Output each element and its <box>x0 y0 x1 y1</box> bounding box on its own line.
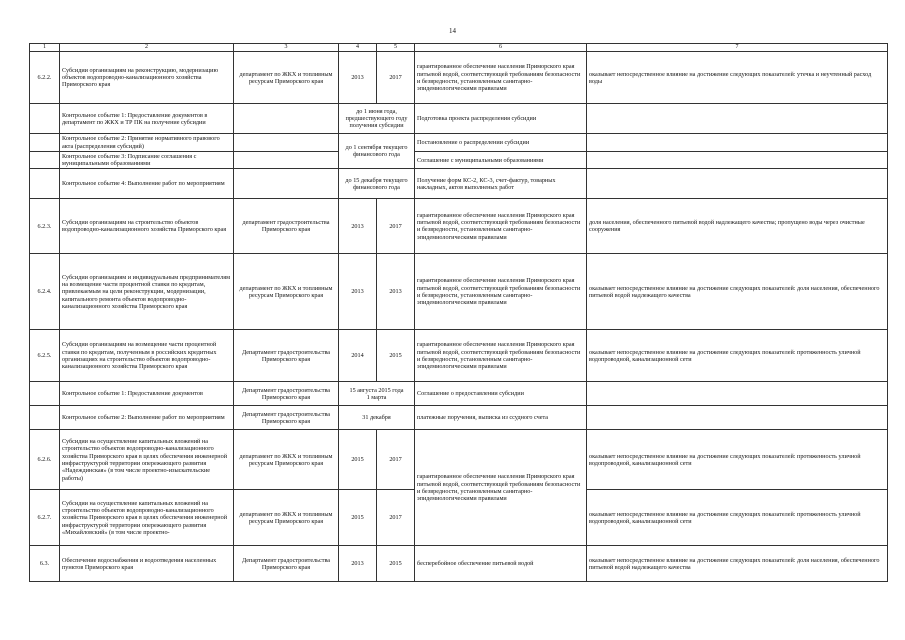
table-row <box>30 199 888 254</box>
item-executor: Департамент градостроительства Приморского края <box>234 546 339 582</box>
column-header: 3 <box>234 44 339 52</box>
item-name: Субсидии организациям на возмещение части процентной ставки по кредитам, полученным в российских кредитных организациях на строительство объектов водопроводно-канализационного хозяйства Приморского края <box>60 330 234 382</box>
column-header: 6 <box>415 44 587 52</box>
item-start-year: 2013 <box>339 254 377 330</box>
item-end-year: 2013 <box>377 254 415 330</box>
item-end-year: 2017 <box>377 490 415 546</box>
table-row <box>30 151 888 169</box>
table-row <box>30 430 888 490</box>
item-name: Субсидии организациям на строительство объектов водопроводно-канализационного хозяйства Приморского края <box>60 199 234 254</box>
column-header: 1 <box>30 44 60 52</box>
control-event-result: платежные поручения, выписка из ссудного счета <box>415 406 587 430</box>
table-row <box>30 254 888 330</box>
control-event: Контрольное событие 2: Выполнение работ по мероприятиям <box>60 406 234 430</box>
item-end-year: 2015 <box>377 330 415 382</box>
item-indicator-link: оказывает непосредственное влияние на достижение следующих показателей: доля населения, обеспеченного питьевой водой надлежащего качества <box>587 254 888 330</box>
item-number: 6.2.5. <box>30 330 60 382</box>
item-indicator-link: оказывает непосредственное влияние на достижение следующих показателей: доля населения, обеспеченного питьевой водой надлежащего качества <box>587 546 888 582</box>
table-row <box>30 546 888 582</box>
item-end-year: 2017 <box>377 199 415 254</box>
item-result: гарантированное обеспечение населения Приморского края питьевой водой, соответствующей требованиям безопасности и безвредности, установленным санитарно-эпидемиологическими правилами <box>415 430 587 546</box>
item-executor: департамент по ЖКХ и топливным ресурсам Приморского края <box>234 52 339 104</box>
control-event-term: до 1 сентября текущего финансового года <box>339 134 415 169</box>
item-indicator-link: оказывает непосредственное влияние на достижение следующих показателей: протяженность уличной водопроводной, канализационной сети <box>587 430 888 490</box>
item-end-year: 2017 <box>377 430 415 490</box>
column-header: 7 <box>587 44 888 52</box>
control-event: Контрольное событие 1: Предоставление документов в департамент по ЖКХ и ТР ПК на получение субсидии <box>60 104 234 134</box>
control-event-term: 15 августа 2015 года 1 марта <box>339 382 415 406</box>
item-name: Обеспечение водоснабжения и водоотведения населенных пунктов Приморского края <box>60 546 234 582</box>
item-start-year: 2013 <box>339 199 377 254</box>
item-indicator-link: доля населения, обеспеченного питьевой водой надлежащего качества; пропущено воды через очистные сооружения <box>587 199 888 254</box>
column-header: 2 <box>60 44 234 52</box>
item-result: бесперебойное обеспечение питьевой водой <box>415 546 587 582</box>
item-executor: департамент по ЖКХ и топливным ресурсам Приморского края <box>234 254 339 330</box>
control-event-term: до 15 декабря текущего финансового года <box>339 169 415 199</box>
item-start-year: 2015 <box>339 430 377 490</box>
item-number: 6.3. <box>30 546 60 582</box>
item-number: 6.2.6. <box>30 430 60 490</box>
item-indicator-link: оказывает непосредственное влияние на достижение следующих показателей: протяженность уличной водопроводной, канализационной сети <box>587 490 888 546</box>
table-row <box>30 134 888 152</box>
item-indicator-link: оказывает непосредственное влияние на достижение следующих показателей: протяженность уличной водопроводной, канализационной сети <box>587 330 888 382</box>
control-event-result: Постановление о распределении субсидии <box>415 134 587 152</box>
item-start-year: 2013 <box>339 546 377 582</box>
item-executor: департамент по ЖКХ и топливным ресурсам Приморского края <box>234 430 339 490</box>
item-executor: департамент по ЖКХ и топливным ресурсам Приморского края <box>234 490 339 546</box>
item-end-year: 2015 <box>377 546 415 582</box>
item-number: 6.2.3. <box>30 199 60 254</box>
control-event-result: Получение форм КС-2, КС-3, счет-фактур, товарных накладных, актов выполненых работ <box>415 169 587 199</box>
item-start-year: 2015 <box>339 490 377 546</box>
item-start-year: 2013 <box>339 52 377 104</box>
item-name: Субсидии организациям на реконструкцию, модернизацию объектов водопроводно-канализационного хозяйства Приморского края <box>60 52 234 104</box>
control-event-term: до 1 июня года, предшествующего году получения субсидии <box>339 104 415 134</box>
control-event-result: Соглашение с муниципальными образованиями <box>415 151 587 169</box>
control-event-result: Соглашение о предоставлении субсидии <box>415 382 587 406</box>
control-event-executor: Департамент градостроительства Приморского края <box>234 382 339 406</box>
column-header: 5 <box>377 44 415 52</box>
item-end-year: 2017 <box>377 52 415 104</box>
control-event: Контрольное событие 3: Подписание соглашения с муниципальными образованиями <box>60 151 234 169</box>
control-event-executor: Департамент градостроительства Приморского края <box>234 406 339 430</box>
item-number: 6.2.4. <box>30 254 60 330</box>
item-number: 6.2.7. <box>30 490 60 546</box>
table-row <box>30 382 888 406</box>
item-result: гарантированное обеспечение населения Приморского края питьевой водой, соответствующей требованиям безопасности и безвредности, установленным санитарно-эпидемиологическими правилами <box>415 199 587 254</box>
table-row <box>30 52 888 104</box>
header-row <box>30 44 888 52</box>
page-number: 14 <box>449 27 456 35</box>
item-name: Субсидии на осуществление капитальных вложений на строительство объектов водопроводно-канализационного хозяйства Приморского края в целях обеспечения инженерной инфраструктурой территории опережающего развития «Михайловский» (в том числе проектно- <box>60 490 234 546</box>
table-row <box>30 104 888 134</box>
table-row <box>30 330 888 382</box>
table-row <box>30 169 888 199</box>
control-event: Контрольное событие 4: Выполнение работ по мероприятиям <box>60 169 234 199</box>
control-event: Контрольное событие 2: Принятие нормативного правового акта (распределения субсидий) <box>60 134 234 152</box>
item-result: гарантированное обеспечение населения Приморского края питьевой водой, соответствующей требованиям безопасности и безвредности, установленным санитарно-эпидемиологическими правилами <box>415 330 587 382</box>
item-result: гарантированное обеспечение населения Приморского края питьевой водой, соответствующей требованиям безопасности и безвредности, установленным санитарно-эпидемиологическими правилами <box>415 52 587 104</box>
item-start-year: 2014 <box>339 330 377 382</box>
control-event: Контрольное событие 1: Предоставление документов <box>60 382 234 406</box>
item-result: гарантированное обеспечение населения Приморского края питьевой водой, соответствующей требованиям безопасности и безвредности, установленным санитарно-эпидемиологическими правилами <box>415 254 587 330</box>
item-name: Субсидии на осуществление капитальных вложений на строительство объектов водопроводно-канализационного хозяйства Приморского края в целях обеспечения инженерной инфраструктурой территории опережающего развития «Надеждинская» (в том числе проектно-изыскательские работы) <box>60 430 234 490</box>
item-number: 6.2.2. <box>30 52 60 104</box>
table-row <box>30 406 888 430</box>
column-header: 4 <box>339 44 377 52</box>
item-indicator-link: оказывает непосредственное влияние на достижение следующих показателей: утечка и неучтенный расход воды <box>587 52 888 104</box>
program-table <box>29 43 888 582</box>
control-event-term: 31 декабря <box>339 406 415 430</box>
item-name: Субсидии организациям и индивидуальным предпринимателям на возмещение части процентной ставки по кредитам, привлекаемым на цели реконструкции, модернизации, капитального ремонта объектов водопроводно-канализационного хозяйства Приморского края <box>60 254 234 330</box>
item-executor: департамент градостроительства Приморского края <box>234 199 339 254</box>
control-event-result: Подготовка проекта распределения субсидии <box>415 104 587 134</box>
item-executor: Департамент градостроительства Приморского края <box>234 330 339 382</box>
